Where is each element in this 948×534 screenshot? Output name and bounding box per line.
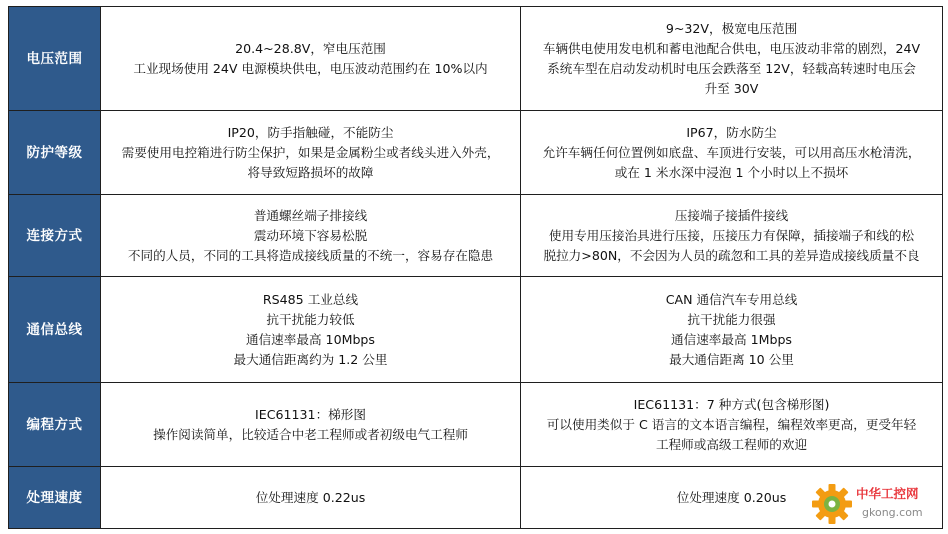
- comparison-table: [8, 6, 943, 529]
- cell-text: 9~32V，极宽电压范围: [665, 20, 798, 36]
- cell-text: 工业现场使用 24V 电源模块供电，电压波动范围约在 10%以内: [133, 60, 488, 76]
- cell-text: 抗干扰能力较低: [266, 311, 355, 327]
- cell-text: 允许车辆任何位置例如底盘、车顶进行安装，可以用高压水枪清洗，: [542, 144, 921, 160]
- cell-text: 抗干扰能力很强: [687, 311, 776, 327]
- cell-text: 或在 1 米水深中浸泡 1 个小时以上不损坏: [614, 164, 849, 180]
- cell-right-programming: [521, 383, 943, 467]
- cell-text: 通信速率最高 10Mbps: [245, 331, 375, 347]
- table-row-bus: [9, 277, 943, 383]
- cell-text: 压接端子接插件接线: [674, 207, 789, 223]
- row-label-programming: 编程方式: [9, 383, 101, 467]
- cell-text: IP20，防手指触碰，不能防尘: [227, 124, 394, 140]
- cell-left-protection: [101, 111, 521, 195]
- cell-right-connection: [521, 195, 943, 277]
- cell-text: 震动环境下容易松脱: [253, 227, 368, 243]
- cell-text: IEC61131：7 种方式(包含梯形图): [633, 396, 830, 412]
- cell-text: 位处理速度 0.22us: [255, 489, 366, 505]
- cell-text: 车辆供电使用发电机和蓄电池配合供电，电压波动非常的剧烈，24V: [542, 40, 921, 56]
- table-row-speed: [9, 467, 943, 529]
- watermark-title: 中华工控网: [856, 486, 919, 501]
- cell-right-bus: [521, 277, 943, 383]
- cell-left-speed: [101, 467, 521, 529]
- table-row-programming: [9, 383, 943, 467]
- cell-text: 不同的人员，不同的工具将造成接线质量的不统一，容易存在隐患: [127, 247, 494, 263]
- cell-text: IEC61131：梯形图: [255, 406, 366, 422]
- gear-icon: [810, 482, 854, 526]
- row-label-protection: 防护等级: [9, 111, 101, 195]
- cell-text: 工程师或高级工程师的欢迎: [655, 436, 808, 452]
- cell-text: 最大通信距离约为 1.2 公里: [233, 351, 388, 367]
- row-label-voltage: 电压范围: [9, 7, 101, 111]
- table-row-connection: [9, 195, 943, 277]
- cell-text: 通信速率最高 1Mbps: [671, 331, 792, 347]
- cell-text: 将导致短路损坏的故障: [247, 164, 374, 180]
- cell-text: RS485 工业总线: [262, 291, 359, 307]
- table-row-voltage: [9, 7, 943, 111]
- cell-text: 操作阅读简单，比较适合中老工程师或者初级电气工程师: [153, 426, 468, 442]
- cell-text: 20.4~28.8V，窄电压范围: [235, 40, 386, 56]
- table-row-protection: [9, 111, 943, 195]
- row-label-connection: 连接方式: [9, 195, 101, 277]
- row-label-bus: 通信总线: [9, 277, 101, 383]
- cell-text: IP67，防水防尘: [686, 124, 777, 140]
- cell-text: 普通螺丝端子排接线: [253, 207, 368, 223]
- cell-right-protection: [521, 111, 943, 195]
- cell-text: 可以使用类似于 C 语言的文本语言编程，编程效率更高，更受年轻: [546, 416, 917, 432]
- cell-text: 使用专用压接治具进行压接，压接压力有保障，插接端子和线的松: [548, 227, 915, 243]
- cell-text: 最大通信距离 10 公里: [669, 351, 794, 367]
- cell-text: 脱拉力>80N，不会因为人员的疏忽和工具的差异造成接线质量不良: [543, 247, 920, 263]
- cell-left-programming: [101, 383, 521, 467]
- row-label-speed: 处理速度: [9, 467, 101, 529]
- cell-text: 位处理速度 0.20us: [676, 489, 787, 505]
- cell-text: 升至 30V: [704, 80, 759, 96]
- cell-text: CAN 通信汽车专用总线: [665, 291, 798, 307]
- cell-text: 系统车型在启动发动机时电压会跌落至 12V，轻载高转速时电压会: [547, 60, 916, 76]
- watermark-url: gkong.com: [862, 506, 923, 519]
- cell-left-connection: [101, 195, 521, 277]
- watermark-logo: [810, 480, 942, 530]
- cell-text: 需要使用电控箱进行防尘保护，如果是金属粉尘或者线头进入外壳，: [121, 144, 500, 160]
- cell-right-voltage: [521, 7, 943, 111]
- cell-left-voltage: [101, 7, 521, 111]
- cell-left-bus: [101, 277, 521, 383]
